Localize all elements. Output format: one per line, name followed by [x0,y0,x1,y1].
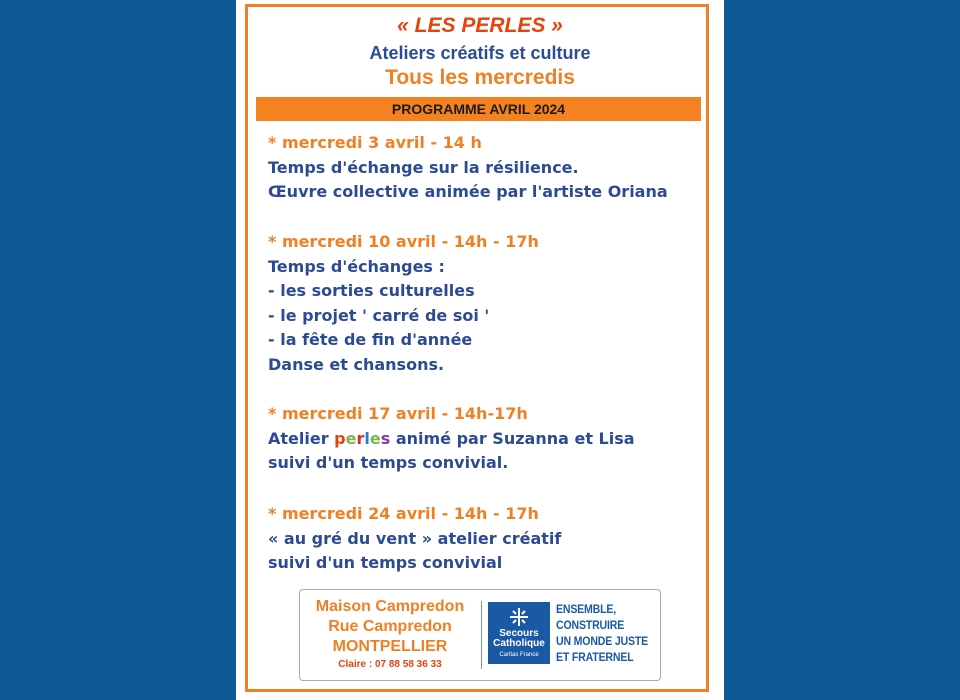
contact-phone: Claire : 07 88 58 36 33 [338,659,442,670]
slogan-line: UN MONDE JUSTE [556,634,649,648]
event-line: - la fête de fin d'année [268,330,473,349]
perles-letter: p [334,428,346,448]
event-line: Temps d'échanges : [268,256,445,276]
event-date: * mercredi 24 avril - 14h - 17h [268,504,539,523]
event-line: Temps d'échange sur la résilience. [268,157,579,177]
event-line [268,427,635,452]
logo-line: Secours [499,628,539,639]
event-block [268,502,561,576]
logo-line: Catholique [493,638,545,649]
event-text: Atelier [268,428,335,448]
address-block [300,597,480,673]
slogan-line: ET FRATERNEL [556,650,634,664]
street-name: Rue Campredon [328,618,452,635]
program-banner: PROGRAMME AVRIL 2024 [256,97,701,121]
perles-letter: s [380,428,391,448]
event-date: * mercredi 17 avril - 14h-17h [268,404,528,423]
secours-catholique-logo [488,602,550,664]
event-block [268,402,635,476]
event-line: - les sorties culturelles [268,281,475,300]
venue-name: Maison Campredon [315,598,465,615]
perles-letter: e [345,428,357,448]
slogan [556,601,648,665]
event-line: Œuvre collective animée par l'artiste Oriana [268,182,668,201]
event-line: suivi d'un temps convivial [268,553,503,572]
event-date: * mercredi 10 avril - 14h - 17h [268,232,539,251]
perles-letter: e [369,428,381,448]
weekday-heading: Tous les mercredis [385,66,575,89]
event-block [268,230,539,377]
event-line: Danse et chansons. [268,354,445,374]
slogan-line: ENSEMBLE, [556,602,617,616]
perles-letter: r [356,428,365,448]
event-line: - le projet ' carré de soi ' [268,305,490,325]
cross-logo-icon [508,606,530,628]
event-text: animé par Suzanna et Lisa [390,428,635,448]
event-block [268,131,668,205]
poster-title: « LES PERLES » [397,14,563,37]
event-line: « au gré du vent » atelier créatif [268,528,562,548]
logo-text [488,629,550,649]
perles-letter: l [364,428,370,448]
poster-subtitle: Ateliers créatifs et culture [369,43,591,63]
logo-subtitle: Caritas France [499,652,539,658]
divider [481,601,482,669]
city-name: MONTPELLIER [332,638,448,655]
event-line: suivi d'un temps convivial. [268,453,509,472]
event-date: * mercredi 3 avril - 14 h [268,133,482,152]
slogan-line: CONSTRUIRE [556,618,625,632]
